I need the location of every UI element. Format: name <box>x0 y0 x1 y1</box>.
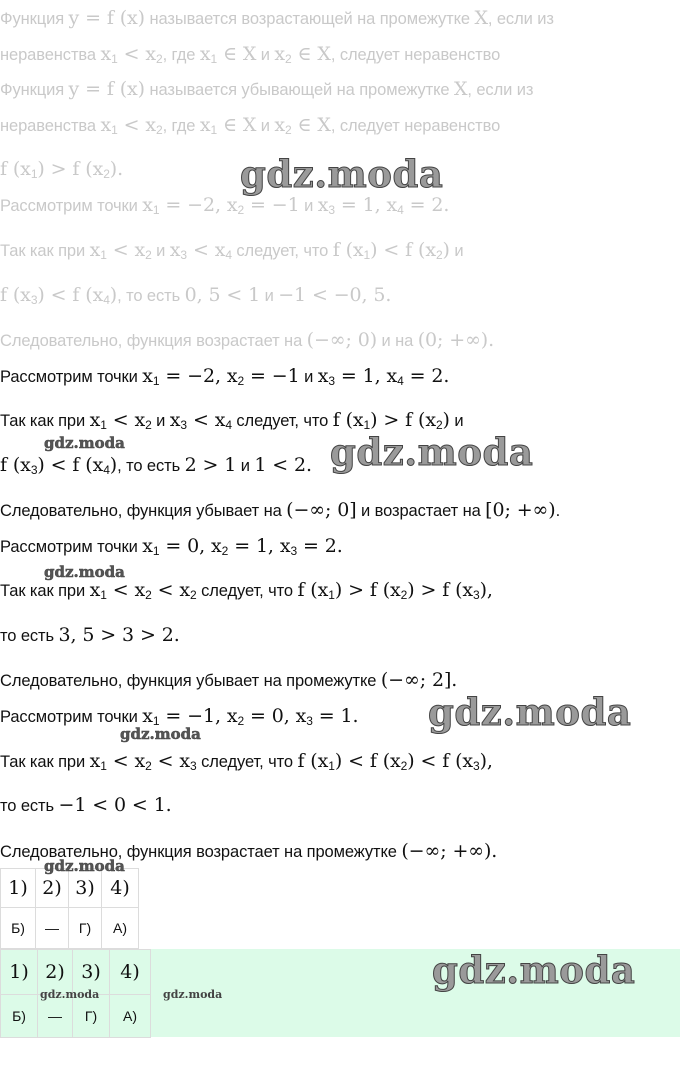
math-expression: ) < f (x <box>407 750 474 772</box>
math-expression: x <box>89 239 101 261</box>
table-header-cell: 1) <box>1 869 36 908</box>
math-expression: x <box>169 239 181 261</box>
math-expression: x <box>100 114 112 136</box>
math-expression: < x <box>151 579 191 601</box>
math-expression: 3, 5 > 3 > 2. <box>58 624 180 646</box>
math-subscript: 1 <box>111 123 118 137</box>
math-subscript: 1 <box>328 588 335 602</box>
text-run: , если из <box>487 10 554 28</box>
text-run: . <box>555 502 561 520</box>
math-expression: y = f (x) <box>68 7 145 29</box>
math-expression: (−∞; 0] <box>286 499 357 521</box>
math-subscript: 3 <box>190 759 197 773</box>
solution-line <box>0 840 497 863</box>
math-subscript: 1 <box>210 52 218 66</box>
text-run: и <box>256 117 275 135</box>
math-expression: (−∞; 2]. <box>380 669 458 691</box>
math-subscript: 2 <box>145 418 152 432</box>
math-subscript: 3 <box>473 588 480 602</box>
math-expression: x <box>142 705 153 727</box>
faded-line <box>0 7 554 30</box>
math-expression: x <box>199 43 211 65</box>
math-expression: < x <box>117 43 156 65</box>
table-header-cell: 4) <box>110 950 151 995</box>
math-subscript: 3 <box>328 203 335 217</box>
math-subscript: 3 <box>30 463 38 477</box>
watermark-logo: gdz.moda <box>240 152 444 196</box>
math-expression: < x <box>106 239 146 261</box>
math-expression: ) > f (x <box>37 158 104 180</box>
math-subscript: 1 <box>100 759 107 773</box>
math-expression: = 2. <box>297 535 343 557</box>
table-value-cell: — <box>36 908 69 949</box>
math-subscript: 2 <box>435 248 443 262</box>
math-expression: 2 > 1 <box>184 454 237 476</box>
text-run: Функция <box>0 81 69 99</box>
text-run: Рассмотрим точки <box>0 708 143 726</box>
solution-line <box>0 499 560 522</box>
math-subscript: 2 <box>145 248 152 262</box>
watermark-logo: gdz.moda <box>44 434 125 452</box>
math-expression: f (x <box>0 284 31 306</box>
math-expression: f (x <box>0 158 31 180</box>
math-expression: x <box>142 365 153 387</box>
text-run: Следовательно, функция возрастает на промежутке <box>0 843 402 861</box>
solution-line <box>0 624 180 647</box>
math-expression: = −1 <box>244 194 300 216</box>
table-header-cell: 2) <box>36 869 69 908</box>
math-expression: = −1 <box>244 365 300 387</box>
math-subscript: 2 <box>145 588 152 602</box>
table-value-cell: А) <box>110 995 151 1038</box>
solution-line <box>0 454 312 481</box>
math-subscript: 3 <box>290 544 298 558</box>
math-expression: x <box>89 579 101 601</box>
text-run: следует, что <box>196 582 298 600</box>
text-run: неравенства <box>0 117 101 135</box>
watermark-logo: gdz.moda <box>120 725 201 743</box>
answer-table-highlighted <box>0 949 151 1038</box>
math-subscript: 3 <box>306 714 313 728</box>
math-expression: x <box>89 750 101 772</box>
text-run: Рассмотрим точки <box>0 197 143 215</box>
math-subscript: 1 <box>111 52 118 66</box>
math-expression: (−∞; 0) <box>306 329 378 351</box>
table-value-cell: Г) <box>73 995 110 1038</box>
math-expression: f (x <box>297 750 329 772</box>
math-expression: f (x <box>297 579 329 601</box>
math-expression: f (x <box>332 239 364 261</box>
math-expression: < x <box>106 579 146 601</box>
math-expression: f (x <box>332 409 364 431</box>
solution-line <box>0 669 457 692</box>
text-run: и на <box>377 332 418 350</box>
solution-line <box>0 705 358 732</box>
math-subscript: 1 <box>100 248 107 262</box>
math-subscript: 3 <box>180 248 187 262</box>
math-subscript: 3 <box>328 374 335 388</box>
text-run: , где <box>162 117 200 135</box>
math-expression: (−∞; +∞). <box>401 840 498 862</box>
math-subscript: 3 <box>473 759 480 773</box>
text-run: Рассмотрим точки <box>0 538 143 556</box>
text-run: и <box>299 197 318 215</box>
text-run: Так как при <box>0 242 90 260</box>
math-expression: = −1, x <box>159 705 238 727</box>
math-expression: = −2, x <box>159 194 238 216</box>
math-subscript: 1 <box>100 588 107 602</box>
math-expression: f (x <box>0 454 31 476</box>
math-subscript: 1 <box>152 714 160 728</box>
watermark-logo: gdz.moda <box>44 857 125 875</box>
watermark-logo: gdz.moda <box>40 988 100 1001</box>
text-run: Функция <box>0 10 69 28</box>
table-value-cell: А) <box>102 908 139 949</box>
solution-line <box>0 365 449 392</box>
text-run: называется убывающей на промежутке <box>144 81 454 99</box>
math-subscript: 4 <box>397 374 404 388</box>
math-subscript: 1 <box>328 759 335 773</box>
text-run: , следует неравенство <box>330 46 501 64</box>
faded-line <box>0 329 494 352</box>
math-expression: 1 < 2. <box>254 454 312 476</box>
math-expression: y = f (x) <box>68 78 145 100</box>
table-value-cell: Б) <box>1 908 36 949</box>
text-run: Так как при <box>0 582 90 600</box>
text-run: и <box>299 368 318 386</box>
text-run: Рассмотрим точки <box>0 368 143 386</box>
watermark-logo: gdz.moda <box>432 948 636 992</box>
text-run: и возрастает на <box>356 502 486 520</box>
watermark-logo: gdz.moda <box>163 988 223 1001</box>
math-expression: = 1, x <box>334 194 398 216</box>
table-header-cell: 3) <box>73 950 110 995</box>
faded-line <box>0 78 533 101</box>
math-subscript: 2 <box>237 714 245 728</box>
math-expression: ) > f (x <box>407 579 474 601</box>
math-expression: X <box>453 78 468 100</box>
math-subscript: 3 <box>180 418 187 432</box>
math-expression: ), <box>479 579 493 601</box>
math-expression: −1 < −0, 5. <box>278 284 392 306</box>
math-expression: ) < f (x <box>37 284 104 306</box>
text-run: Следовательно, функция убывает на <box>0 502 287 520</box>
math-expression: < x <box>106 409 146 431</box>
faded-line <box>0 43 500 70</box>
watermark-logo: gdz.moda <box>330 430 534 474</box>
text-run: неравенства <box>0 46 101 64</box>
math-expression: ∈ X <box>217 114 257 136</box>
solution-line <box>0 535 343 562</box>
math-subscript: 2 <box>285 52 292 66</box>
math-expression: x <box>317 365 329 387</box>
math-subscript: 4 <box>397 203 404 217</box>
math-expression: x <box>317 194 329 216</box>
math-expression: = 0, x <box>159 535 222 557</box>
math-expression: < x <box>187 239 226 261</box>
faded-line <box>0 194 449 221</box>
math-expression: ∈ X <box>291 43 331 65</box>
math-expression: [0; +∞) <box>485 499 556 521</box>
text-run: и <box>256 46 275 64</box>
text-run: и <box>449 412 464 430</box>
solution-line <box>0 409 463 436</box>
text-run: Так как при <box>0 412 90 430</box>
text-run: , где <box>162 46 200 64</box>
math-subscript: 4 <box>103 463 110 477</box>
math-expression: = −2, x <box>159 365 238 387</box>
text-run: и <box>151 242 170 260</box>
text-run: и <box>236 457 255 475</box>
math-subscript: 3 <box>30 293 38 307</box>
math-subscript: 1 <box>152 544 160 558</box>
math-subscript: 2 <box>237 374 245 388</box>
math-subscript: 1 <box>100 418 107 432</box>
math-expression: ) <box>442 239 450 261</box>
table-header-cell: 2) <box>38 950 73 995</box>
text-run: то есть <box>0 627 59 645</box>
text-run: и <box>449 242 464 260</box>
math-subscript: 4 <box>225 248 232 262</box>
math-subscript: 2 <box>221 544 229 558</box>
math-subscript: 2 <box>435 418 443 432</box>
math-expression: ∈ X <box>291 114 331 136</box>
watermark-logo: gdz.moda <box>428 690 632 734</box>
faded-line <box>0 239 463 266</box>
math-subscript: 2 <box>156 123 163 137</box>
math-expression: < x <box>187 409 226 431</box>
table-header-cell: 4) <box>102 869 139 908</box>
table-header-cell: 3) <box>69 869 102 908</box>
math-expression: = 0, x <box>244 705 307 727</box>
text-run: и <box>260 287 279 305</box>
table-value-cell: Г) <box>69 908 102 949</box>
text-run: следует, что <box>196 753 298 771</box>
text-run: Следовательно, функция возрастает на <box>0 332 307 350</box>
math-expression: x <box>274 43 286 65</box>
faded-line <box>0 158 123 185</box>
text-run: , если из <box>467 81 534 99</box>
math-subscript: 2 <box>237 203 245 217</box>
table-value-cell: — <box>38 995 73 1038</box>
text-run: Так как при <box>0 753 90 771</box>
math-expression: x <box>199 114 211 136</box>
math-expression: ) <box>442 409 450 431</box>
math-expression: = 2. <box>403 194 450 216</box>
math-expression: ). <box>109 158 124 180</box>
text-run: , то есть <box>117 287 185 305</box>
solution-line <box>0 750 493 777</box>
math-expression: x <box>89 409 101 431</box>
math-subscript: 2 <box>190 588 197 602</box>
math-expression: ) > f (x <box>370 409 436 431</box>
text-run: то есть <box>0 797 59 815</box>
math-expression: 0, 5 < 1 <box>184 284 261 306</box>
math-expression: ) < f (x <box>370 239 436 261</box>
math-expression: (0; +∞). <box>417 329 495 351</box>
math-expression: x <box>142 535 153 557</box>
math-expression: < x <box>117 114 156 136</box>
table-header-cell: 1) <box>1 950 38 995</box>
text-run: называется возрастающей на промежутке <box>144 10 475 28</box>
math-expression: ) > f (x <box>334 579 401 601</box>
solution-line <box>0 794 172 817</box>
math-expression: < x <box>106 750 146 772</box>
math-expression: = 1, x <box>228 535 291 557</box>
faded-line <box>0 284 391 311</box>
math-expression: ), <box>479 750 493 772</box>
math-expression: ) < f (x <box>37 454 104 476</box>
math-expression: x <box>142 194 153 216</box>
math-subscript: 4 <box>103 293 110 307</box>
math-expression: < x <box>151 750 191 772</box>
text-run: и <box>151 412 170 430</box>
math-subscript: 2 <box>145 759 152 773</box>
text-run: Следовательно, функция убывает на промежутке <box>0 672 381 690</box>
table-value-cell: Б) <box>1 995 38 1038</box>
math-expression: = 2. <box>403 365 450 387</box>
math-subscript: 2 <box>285 123 292 137</box>
math-expression: ) <box>109 454 118 476</box>
math-expression: −1 < 0 < 1. <box>58 794 172 816</box>
math-expression: ) <box>109 284 118 306</box>
math-subscript: 2 <box>103 167 110 181</box>
math-subscript: 1 <box>363 248 371 262</box>
text-run: , следует неравенство <box>330 117 501 135</box>
math-expression: = 1. <box>312 705 359 727</box>
math-subscript: 1 <box>152 203 160 217</box>
math-subscript: 2 <box>156 52 163 66</box>
answer-table <box>0 868 139 949</box>
math-expression: ) < f (x <box>334 750 401 772</box>
math-subscript: 1 <box>30 167 38 181</box>
math-subscript: 4 <box>225 418 232 432</box>
math-expression: x <box>100 43 112 65</box>
solution-line <box>0 579 493 606</box>
text-run: следует, что <box>231 242 333 260</box>
math-expression: ∈ X <box>217 43 257 65</box>
math-subscript: 2 <box>400 588 408 602</box>
math-subscript: 1 <box>363 418 371 432</box>
faded-line <box>0 114 500 141</box>
math-subscript: 1 <box>152 374 160 388</box>
math-subscript: 2 <box>400 759 408 773</box>
math-expression: = 1, x <box>334 365 398 387</box>
math-subscript: 1 <box>210 123 218 137</box>
math-expression: x <box>274 114 286 136</box>
watermark-logo: gdz.moda <box>44 563 125 581</box>
math-expression: X <box>474 7 488 29</box>
math-expression: x <box>169 409 181 431</box>
text-run: следует, что <box>231 412 333 430</box>
text-run: , то есть <box>117 457 185 475</box>
